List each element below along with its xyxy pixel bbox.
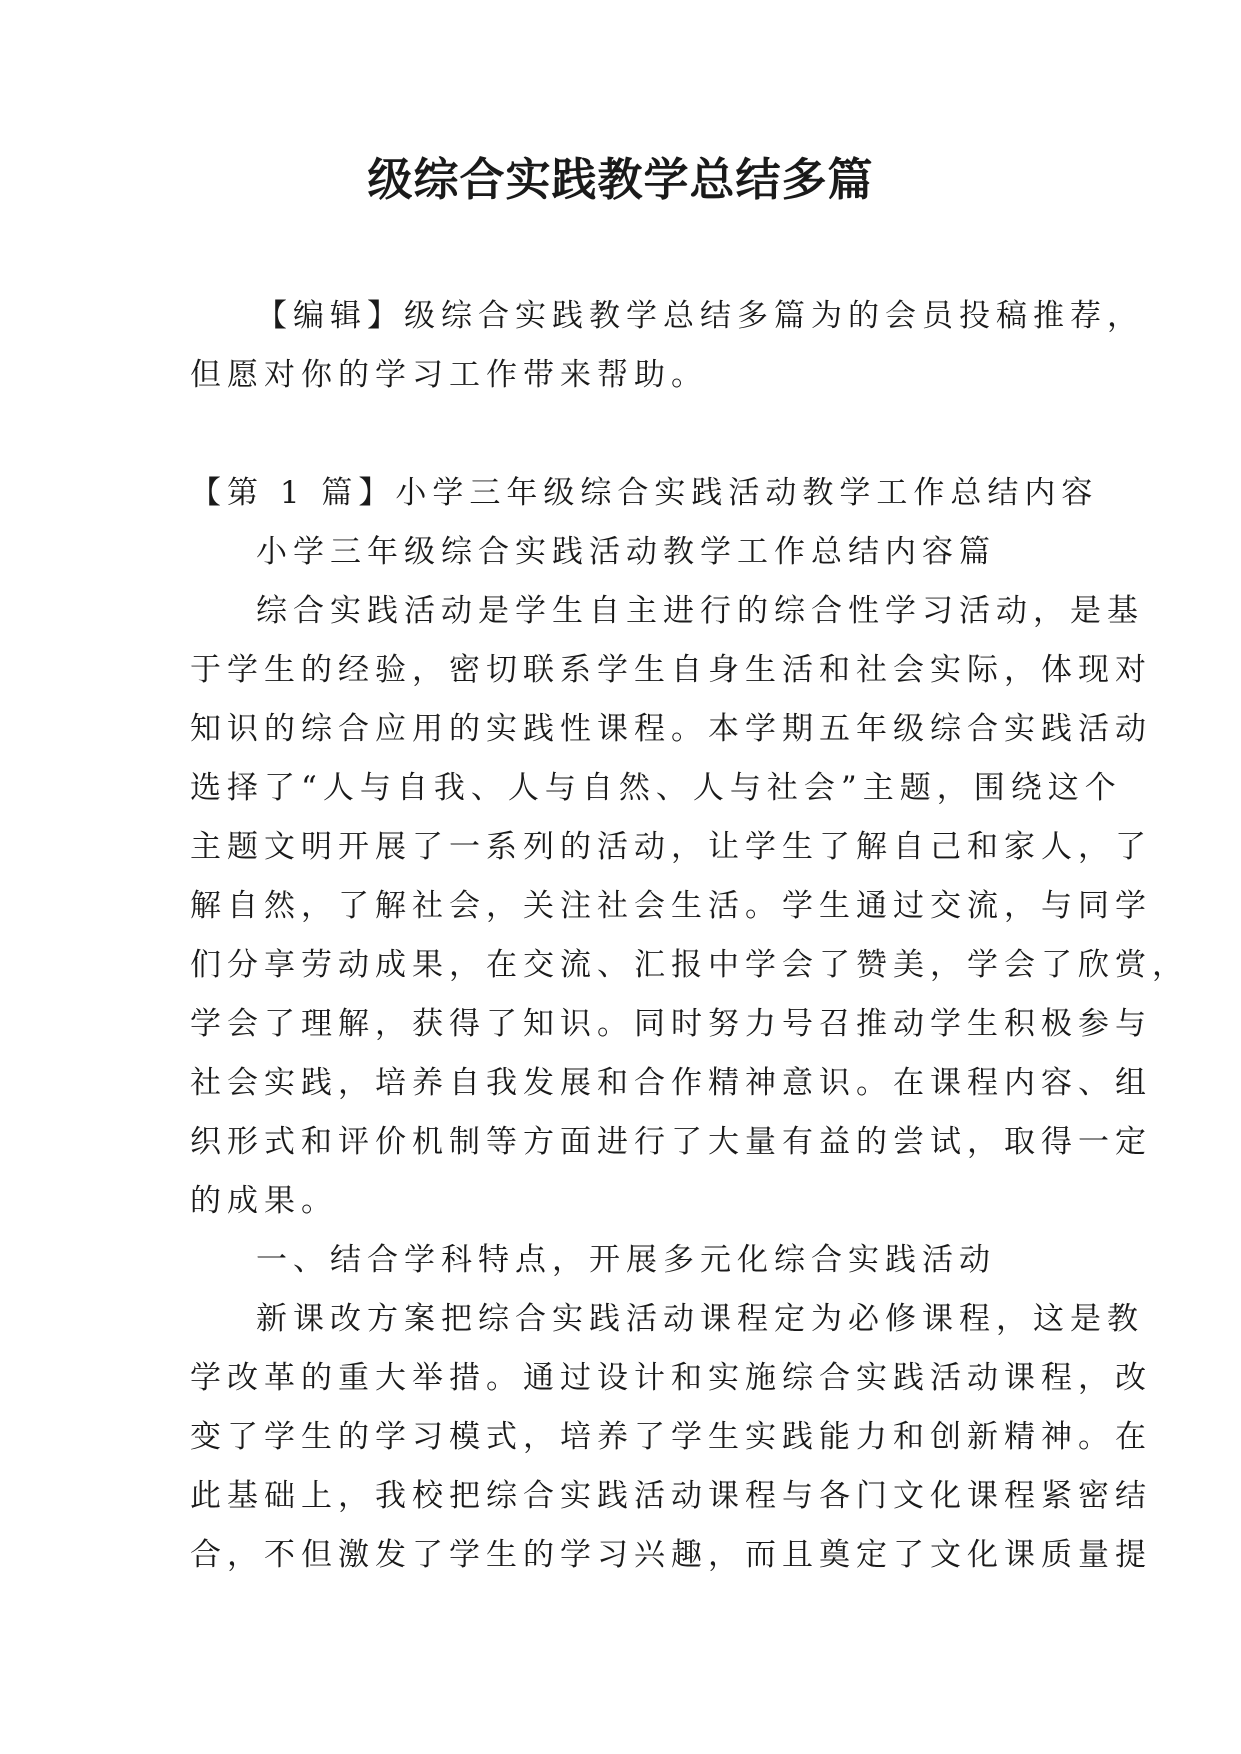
paragraph-line: 于学生的经验，密切联系学生自身生活和社会实际，体现对: [190, 652, 1152, 688]
paragraph-line: 学改革的重大举措。通过设计和实施综合实践活动课程，改: [190, 1360, 1152, 1396]
paragraph-line: 社会实践，培养自我发展和合作精神意识。在课程内容、组: [190, 1065, 1152, 1101]
paragraph-spacer: [190, 405, 1070, 464]
section-heading: 一、结合学科特点，开展多元化综合实践活动: [256, 1242, 996, 1278]
paragraph-line: 此基础上，我校把综合实践活动课程与各门文化课程紧密结: [190, 1478, 1152, 1514]
intro-line: 【编辑】级综合实践教学总结多篇为的会员投稿推荐，: [256, 298, 1144, 334]
chapter-heading: 【第 1 篇】小学三年级综合实践活动教学工作总结内容: [190, 475, 1099, 511]
paragraph-line: 主题文明开展了一系列的活动，让学生了解自己和家人，了: [190, 829, 1152, 865]
paragraph-line: 新课改方案把综合实践活动课程定为必修课程，这是教: [256, 1301, 1144, 1337]
intro-line: 但愿对你的学习工作带来帮助。: [190, 357, 708, 393]
paragraph-line: 综合实践活动是学生自主进行的综合性学习活动，是基: [256, 593, 1144, 629]
paragraph-line: 变了学生的学习模式，培养了学生实践能力和创新精神。在: [190, 1419, 1152, 1455]
paragraph-line: 知识的综合应用的实践性课程。本学期五年级综合实践活动: [190, 711, 1152, 747]
chapter-subtitle: 小学三年级综合实践活动教学工作总结内容篇: [256, 534, 996, 570]
paragraph-line: 的成果。: [190, 1183, 338, 1219]
paragraph-line: 织形式和评价机制等方面进行了大量有益的尝试，取得一定: [190, 1124, 1152, 1160]
paragraph-line: 们分享劳动成果，在交流、汇报中学会了赞美，学会了欣赏，: [190, 947, 1189, 983]
paragraph-line: 合，不但激发了学生的学习兴趣，而且奠定了文化课质量提: [190, 1537, 1152, 1573]
paragraph-line: 学会了理解，获得了知识。同时努力号召推动学生积极参与: [190, 1006, 1152, 1042]
paragraph-line: 选择了“人与自我、人与自然、人与社会”主题，围绕这个: [190, 770, 1122, 806]
document-title: 级综合实践教学总结多篇: [367, 153, 874, 206]
paragraph-line: 解自然，了解社会，关注社会生活。学生通过交流，与同学: [190, 888, 1152, 924]
document-body: [190, 287, 1189, 1585]
